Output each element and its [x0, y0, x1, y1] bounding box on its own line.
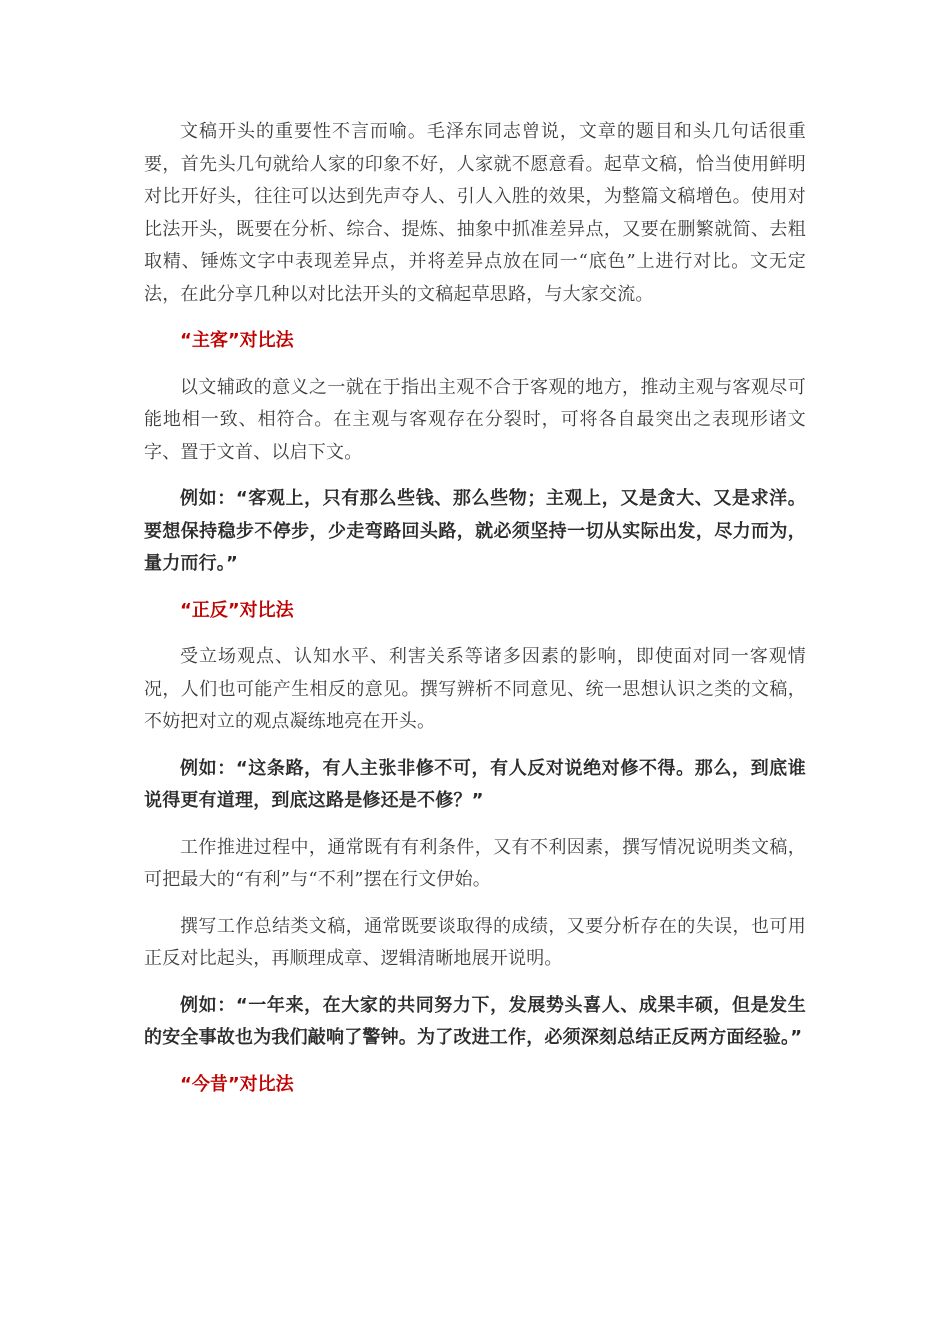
body-paragraph: 撰写工作总结类文稿，通常既要谈取得的成绩，又要分析存在的失误，也可用正反对比起头，再顺理成章、逻辑清晰地展开说明。 [144, 915, 806, 969]
example-paragraph: 例如：“一年来，在大家的共同努力下，发展势头喜人、成果丰硕，但是发生的安全事故也为我们敲响了警钟。为了改进工作，必须深刻总结正反两方面经验。” [144, 994, 806, 1048]
intro-paragraph: 文稿开头的重要性不言而喻。毛泽东同志曾说，文章的题目和头几句话很重要，首先头几句就给人家的印象不好，人家就不愿意看。起草文稿，恰当使用鲜明对比开好头，往往可以达到先声夺人、引人入胜的效果，为整篇文稿增色。使用对比法开头，既要在分析、综合、提炼、抽象中抓准差异点，又要在删繁就简、去粗取精、锤炼文字中表现差异点，并将差异点放在同一“底色”上进行对比。文无定法，在此分享几种以对比法开头的文稿起草思路，与大家交流。 [144, 121, 806, 305]
section-heading-zhuke: “主客”对比法 [180, 330, 294, 351]
body-paragraph: 工作推进过程中，通常既有有利条件，又有不利因素，撰写情况说明类文稿，可把最大的“有利”与“不利”摆在行文伊始。 [144, 836, 806, 890]
example-paragraph: 例如：“这条路，有人主张非修不可，有人反对说绝对修不得。那么，到底谁说得更有道理，到底这路是修还是不修？” [144, 757, 806, 811]
section-heading-zhengfan: “正反”对比法 [180, 599, 294, 621]
example-paragraph: 例如：“客观上，只有那么些钱、那么些物；主观上，又是贪大、又是求洋。要想保持稳步不停步，少走弯路回头路，就必须坚持一切从实际出发，尽力而为，量力而行。” [144, 488, 806, 574]
body-paragraph: 受立场观点、认知水平、利害关系等诸多因素的影响，即使面对同一客观情况，人们也可能产生相反的意见。撰写辨析不同意见、统一思想认识之类的文稿，不妨把对立的观点凝练地亮在开头。 [144, 646, 806, 732]
section-heading-jinxi: “今昔”对比法 [180, 1073, 294, 1095]
body-paragraph: 以文辅政的意义之一就在于指出主观不合于客观的地方，推动主观与客观尽可能地相一致、相符合。在主观与客观存在分裂时，可将各自最突出之表现形诸文字、置于文首、以启下文。 [144, 376, 806, 463]
document-page [144, 116, 806, 1115]
